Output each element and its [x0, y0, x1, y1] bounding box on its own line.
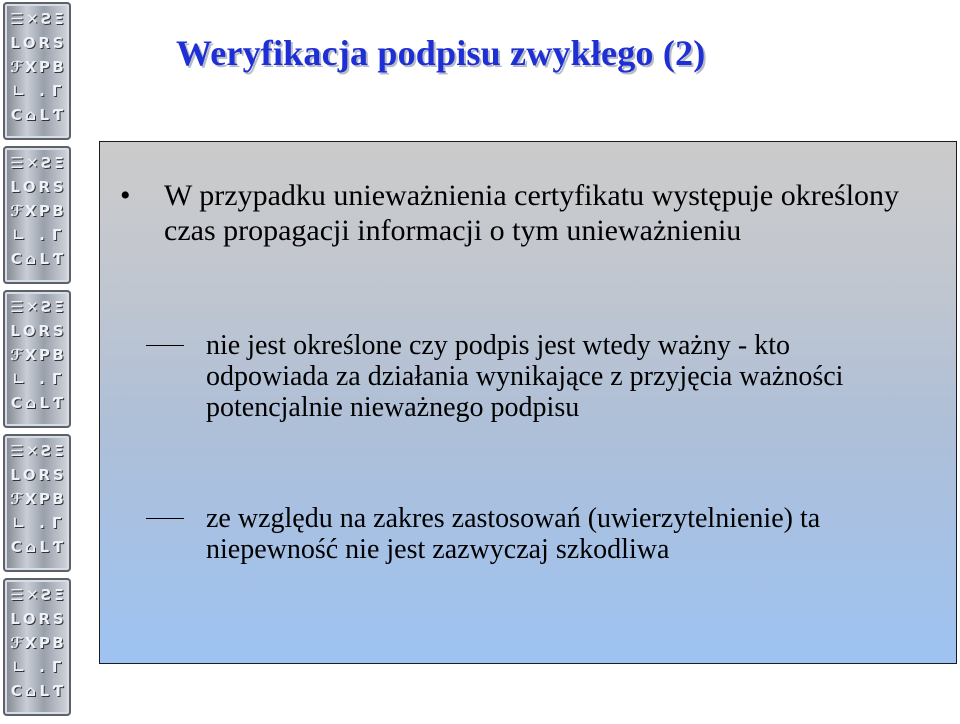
slide-title: Weryfikacja podpisu zwykłego (2)	[176, 33, 706, 73]
tile-glyph-icon: R	[38, 466, 50, 484]
tile-glyph-icon: C	[10, 250, 22, 268]
tile-glyph-icon: P	[38, 634, 50, 652]
sub-item-text: ze względu na zakres zastosowań (uwierzytelnienie) ta niepewność nie jest zazwyczaj szkodliwa	[206, 503, 821, 565]
tile-glyph-row	[9, 656, 65, 678]
tile-glyph-row	[9, 368, 65, 390]
tile-glyph-icon: ⌂	[25, 250, 37, 268]
tile-glyph-row	[9, 488, 65, 510]
content-panel	[99, 141, 957, 664]
decorative-tile	[3, 578, 71, 716]
tile-glyph-row	[9, 248, 65, 270]
tile-glyph-icon: ⌂	[25, 538, 37, 556]
tile-glyph-icon: Γ	[51, 658, 62, 676]
tile-glyph-icon: Γ	[51, 370, 62, 388]
tile-glyph-icon: L	[39, 682, 50, 700]
tile-glyph-row	[9, 320, 65, 342]
tile-glyph-icon: Ƭ	[52, 538, 64, 556]
tile-glyph-icon: ℱ	[10, 202, 23, 220]
decorative-tile	[3, 146, 71, 284]
tile-glyph-icon: ⌂	[25, 394, 37, 412]
tile-glyph-icon: S	[52, 322, 64, 340]
tile-glyph-icon: C	[10, 538, 22, 556]
tile-glyph-icon: Ξ	[54, 298, 64, 316]
tile-glyph-icon: ∟	[12, 514, 26, 532]
main-bullet	[120, 178, 924, 248]
tile-glyph-icon: Ƭ	[52, 682, 64, 700]
tile-glyph-icon: ✕	[26, 442, 39, 460]
tile-glyph-row	[9, 512, 65, 534]
bullet-dot-icon: •	[120, 179, 131, 212]
tile-glyph-icon: Ƭ	[52, 106, 64, 124]
tile-glyph-icon: ✕	[26, 298, 39, 316]
tile-glyph-icon: .	[39, 82, 45, 100]
tile-glyph-icon: S	[52, 610, 64, 628]
tile-glyph-icon: ∟	[12, 658, 26, 676]
tile-glyph-icon: L	[39, 394, 50, 412]
sub-item	[206, 503, 906, 565]
tile-glyph-icon: Ƭ	[52, 394, 64, 412]
dash-icon	[146, 518, 184, 519]
tile-glyph-row	[9, 464, 65, 486]
tile-glyph-icon: P	[38, 58, 50, 76]
decorative-side-strip	[0, 0, 74, 724]
tile-glyph-icon: B	[52, 490, 64, 508]
tile-glyph-icon: C	[10, 106, 22, 124]
tile-glyph-icon: R	[38, 178, 50, 196]
tile-glyph-row	[9, 80, 65, 102]
tile-glyph-icon: L	[39, 250, 50, 268]
tile-glyph-icon: ℱ	[10, 490, 23, 508]
tile-glyph-icon: ∟	[12, 82, 26, 100]
tile-glyph-icon: ☰	[10, 154, 24, 172]
tile-glyph-icon: ⌂	[25, 106, 37, 124]
tile-glyph-icon: R	[38, 610, 50, 628]
tile-glyph-icon: .	[39, 514, 45, 532]
tile-glyph-row	[9, 632, 65, 654]
tile-glyph-icon: Ξ	[54, 10, 64, 28]
tile-glyph-icon: Γ	[51, 514, 62, 532]
tile-glyph-icon: Ƨ	[41, 442, 52, 460]
tile-glyph-row	[9, 104, 65, 126]
tile-glyph-row	[9, 224, 65, 246]
tile-glyph-icon: Ξ	[54, 154, 64, 172]
tile-glyph-row	[9, 152, 65, 174]
tile-glyph-icon: ℱ	[10, 634, 23, 652]
tile-glyph-icon: Ƨ	[41, 586, 52, 604]
tile-glyph-icon: P	[38, 346, 50, 364]
decorative-tile	[3, 290, 71, 428]
tile-glyph-row	[9, 200, 65, 222]
tile-glyph-icon: ☰	[10, 10, 24, 28]
tile-glyph-icon: C	[10, 682, 22, 700]
tile-glyph-icon: P	[38, 202, 50, 220]
tile-glyph-icon: L	[10, 610, 20, 628]
tile-glyph-icon: ✕	[26, 586, 39, 604]
tile-glyph-icon: ☰	[10, 298, 24, 316]
tile-glyph-icon: .	[39, 226, 45, 244]
decorative-tile	[3, 2, 71, 140]
tile-glyph-row	[9, 296, 65, 318]
tile-glyph-icon: O	[22, 466, 36, 484]
tile-glyph-icon: B	[52, 58, 64, 76]
tile-glyph-icon: Ξ	[54, 586, 64, 604]
tile-glyph-icon: P	[38, 490, 50, 508]
tile-glyph-row	[9, 440, 65, 462]
tile-glyph-icon: S	[52, 466, 64, 484]
tile-glyph-icon: B	[52, 346, 64, 364]
tile-glyph-icon: ✕	[26, 154, 39, 172]
tile-glyph-icon: .	[39, 370, 45, 388]
tile-glyph-icon: X	[24, 58, 37, 76]
tile-glyph-icon: X	[24, 634, 37, 652]
tile-glyph-icon: O	[22, 322, 36, 340]
tile-glyph-icon: L	[10, 322, 20, 340]
tile-glyph-icon: C	[10, 394, 22, 412]
tile-glyph-row	[9, 344, 65, 366]
tile-glyph-row	[9, 536, 65, 558]
tile-glyph-icon: O	[22, 34, 36, 52]
tile-glyph-icon: ℱ	[10, 58, 23, 76]
tile-glyph-icon: Ξ	[54, 442, 64, 460]
tile-glyph-row	[9, 392, 65, 414]
tile-glyph-row	[9, 56, 65, 78]
tile-glyph-row	[9, 584, 65, 606]
tile-glyph-icon: ☰	[10, 442, 24, 460]
tile-glyph-icon: S	[52, 34, 64, 52]
tile-glyph-icon: ✕	[26, 10, 39, 28]
tile-glyph-icon: L	[39, 106, 50, 124]
tile-glyph-icon: X	[24, 202, 37, 220]
tile-glyph-icon: ∟	[12, 370, 26, 388]
tile-glyph-icon: B	[52, 634, 64, 652]
tile-glyph-icon: B	[52, 202, 64, 220]
tile-glyph-icon: Ƭ	[52, 250, 64, 268]
main-bullet-text: W przypadku unieważnienia certyfikatu występuje określony czas propagacji informacji o tym unieważnieniu	[164, 179, 900, 247]
sub-item-text: nie jest określone czy podpis jest wtedy ważny - kto odpowiada za działania wynikające z przyjęcia ważności potencjalnie nieważnego podpisu	[206, 330, 844, 423]
tile-glyph-icon: O	[22, 610, 36, 628]
decorative-tile	[3, 434, 71, 572]
tile-glyph-icon: R	[38, 34, 50, 52]
tile-glyph-icon: X	[24, 346, 37, 364]
tile-glyph-icon: ∟	[12, 226, 26, 244]
tile-glyph-icon: Ƨ	[41, 154, 52, 172]
tile-glyph-icon: Ƨ	[41, 10, 52, 28]
tile-glyph-icon: ℱ	[10, 346, 23, 364]
tile-glyph-row	[9, 680, 65, 702]
tile-glyph-icon: S	[52, 178, 64, 196]
tile-glyph-icon: ☰	[10, 586, 24, 604]
tile-glyph-icon: Γ	[51, 82, 62, 100]
tile-glyph-icon: R	[38, 322, 50, 340]
tile-glyph-icon: ⌂	[25, 682, 37, 700]
tile-glyph-row	[9, 608, 65, 630]
tile-glyph-icon: Ƨ	[41, 298, 52, 316]
tile-glyph-icon: L	[10, 34, 20, 52]
tile-glyph-row	[9, 32, 65, 54]
sub-item	[206, 330, 906, 423]
tile-glyph-icon: L	[39, 538, 50, 556]
dash-icon	[146, 345, 184, 346]
tile-glyph-icon: L	[10, 178, 20, 196]
tile-glyph-row	[9, 176, 65, 198]
tile-glyph-icon: O	[22, 178, 36, 196]
tile-glyph-icon: X	[24, 490, 37, 508]
tile-glyph-icon: L	[10, 466, 20, 484]
tile-glyph-icon: Γ	[51, 226, 62, 244]
tile-glyph-row	[9, 8, 65, 30]
tile-glyph-icon: .	[39, 658, 45, 676]
